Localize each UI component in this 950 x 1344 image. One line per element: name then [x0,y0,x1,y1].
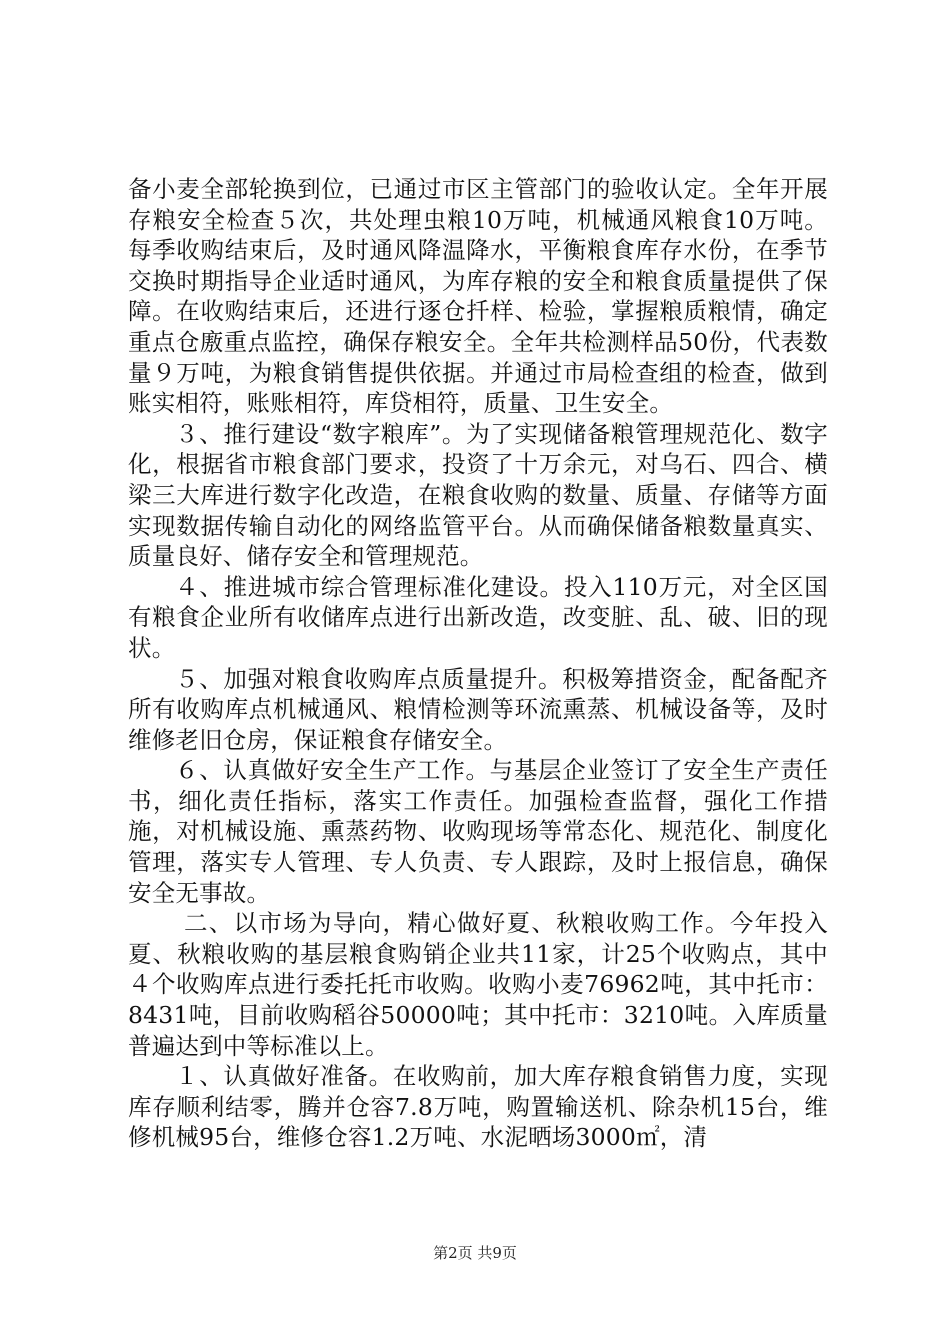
document-body [128,174,828,1153]
paragraph-section-2: 二、以市场为导向，精心做好夏、秋粮收购工作。今年投入夏、秋粮收购的基层粮食购销企业共11家，计25个收购点，其中４个收购库点进行委托托市收购。收购小麦76962吨，其中托市：8431吨，目前收购稻谷50000吨；其中托市：3210吨。入库质量普遍达到中等标准以上。 [128,909,828,1060]
paragraph-item-5: ５、加强对粮食收购库点质量提升。积极筹措资金，配备配齐所有收购库点机械通风、粮情检测等环流熏蒸、机械设备等，及时维修老旧仓房，保证粮食存储安全。 [128,664,828,754]
paragraph-item-1: １、认真做好准备。在收购前，加大库存粮食销售力度，实现库存顺利结零，腾并仓容7.8万吨，购置输送机、除杂机15台，维修机械95台，维修仓容1.2万吨、水泥晒场3000㎡，清 [128,1062,828,1152]
paragraph-item-3: ３、推行建设“数字粮库”。为了实现储备粮管理规范化、数字化，根据省市粮食部门要求，投资了十万余元，对乌石、四合、横梁三大库进行数字化改造，在粮食收购的数量、质量、存储等方面实现数据传输自动化的网络监管平台。从而确保储备粮数量真实、质量良好、储存安全和管理规范。 [128,419,828,571]
paragraph-continuation: 备小麦全部轮换到位，已通过市区主管部门的验收认定。全年开展存粮安全检查５次，共处理虫粮10万吨，机械通风粮食10万吨。每季收购结束后，及时通风降温降水，平衡粮食库存水份，在季节交换时期指导企业适时通风，为库存粮的安全和粮食质量提供了保障。在收购结束后，还进行逐仓扦样、检验，掌握粮质粮情，确定重点仓廒重点监控，确保存粮安全。全年共检测样品50份，代表数量９万吨，为粮食销售提供依据。并通过市局检查组的检查，做到账实相符，账账相符，库贷相符，质量、卫生安全。 [128,175,828,418]
paragraph-item-4: ４、推进城市综合管理标准化建设。投入110万元，对全区国有粮食企业所有收储库点进行出新改造，改变脏、乱、破、旧的现状。 [128,572,828,662]
page-footer: 第2页 共9页 [433,1244,517,1262]
paragraph-item-6: ６、认真做好安全生产工作。与基层企业签订了安全生产责任书，细化责任指标，落实工作责任。加强检查监督，强化工作措施，对机械设施、熏蒸药物、收购现场等常态化、规范化、制度化管理，落实专人管理、专人负责、专人跟踪，及时上报信息，确保安全无事故。 [128,756,828,907]
